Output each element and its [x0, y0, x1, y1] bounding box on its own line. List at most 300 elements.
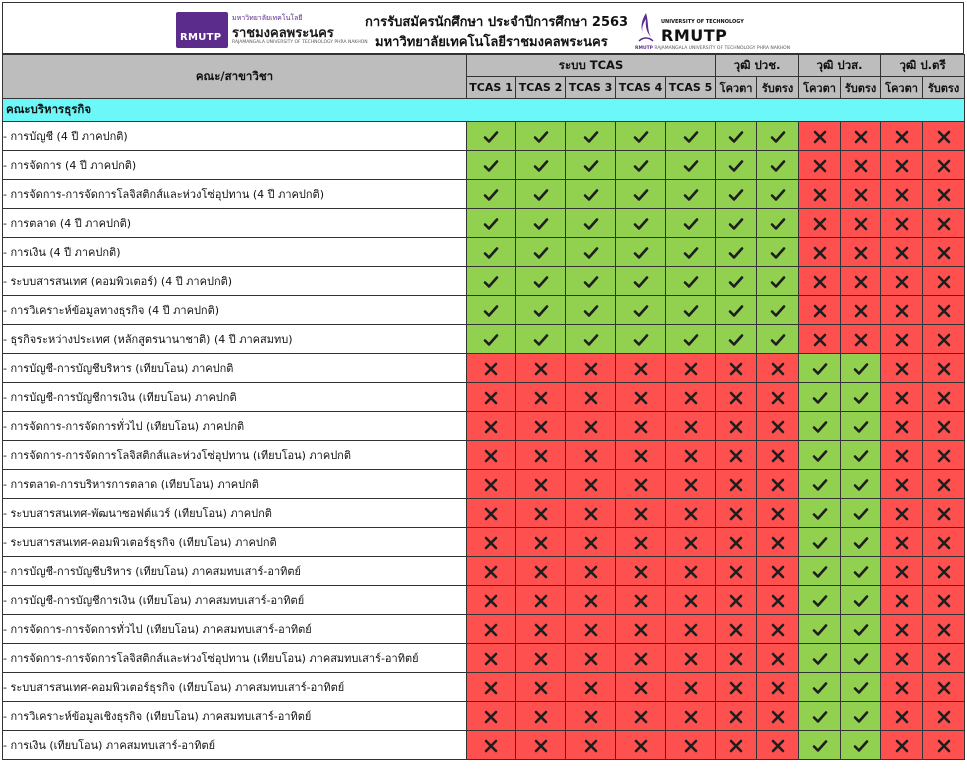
program-name: - การบัญชี-การบัญชีบริหาร (เทียบโอน) ภาคสมทบเสาร์-อาทิตย์	[3, 557, 467, 586]
check-icon	[841, 499, 881, 528]
cross-icon	[923, 151, 965, 180]
cross-icon	[881, 731, 923, 760]
cross-icon	[566, 673, 616, 702]
check-icon	[666, 267, 716, 296]
cross-icon	[516, 470, 566, 499]
cross-icon	[881, 673, 923, 702]
check-icon	[666, 122, 716, 151]
check-icon	[716, 325, 757, 354]
logo-university-label: UNIVERSITY OF TECHNOLOGY	[661, 19, 744, 25]
check-icon	[716, 209, 757, 238]
cross-icon	[566, 441, 616, 470]
cross-icon	[516, 528, 566, 557]
cross-icon	[666, 702, 716, 731]
check-icon	[799, 586, 841, 615]
header-banner	[2, 2, 964, 54]
check-icon	[716, 238, 757, 267]
table-row	[3, 528, 965, 557]
rmutp-logo-right	[635, 9, 835, 51]
check-icon	[516, 122, 566, 151]
check-icon	[616, 151, 666, 180]
table-row	[3, 296, 965, 325]
group-header-tcas: ระบบ TCAS	[467, 55, 716, 77]
rmutp-logo-left	[176, 12, 368, 48]
cross-icon	[467, 499, 516, 528]
cross-icon	[566, 499, 616, 528]
table-row	[3, 557, 965, 586]
program-name: - การบัญชี-การบัญชีบริหาร (เทียบโอน) ภาคปกติ	[3, 354, 467, 383]
rmutp-badge: RMUTP	[176, 12, 228, 48]
check-icon	[516, 209, 566, 238]
check-icon	[666, 238, 716, 267]
check-icon	[799, 499, 841, 528]
check-icon	[757, 267, 799, 296]
cross-icon	[666, 383, 716, 412]
flame-logo-icon	[635, 11, 657, 45]
table-row	[3, 441, 965, 470]
table-row	[3, 209, 965, 238]
cross-icon	[923, 731, 965, 760]
cross-icon	[616, 354, 666, 383]
cross-icon	[467, 470, 516, 499]
cross-icon	[566, 470, 616, 499]
cross-icon	[757, 702, 799, 731]
cross-icon	[757, 441, 799, 470]
cross-icon	[516, 586, 566, 615]
cross-icon	[881, 354, 923, 383]
check-icon	[616, 122, 666, 151]
check-icon	[799, 702, 841, 731]
check-icon	[566, 180, 616, 209]
cross-icon	[841, 180, 881, 209]
cross-icon	[881, 470, 923, 499]
cross-icon	[467, 615, 516, 644]
cross-icon	[881, 441, 923, 470]
cross-icon	[841, 238, 881, 267]
cross-icon	[467, 586, 516, 615]
check-icon	[516, 151, 566, 180]
cross-icon	[757, 354, 799, 383]
cross-icon	[566, 586, 616, 615]
cross-icon	[516, 499, 566, 528]
cross-icon	[923, 499, 965, 528]
cross-icon	[616, 470, 666, 499]
table-row	[3, 412, 965, 441]
check-icon	[467, 238, 516, 267]
cross-icon	[881, 122, 923, 151]
cross-icon	[923, 209, 965, 238]
check-icon	[516, 267, 566, 296]
table-row	[3, 615, 965, 644]
cross-icon	[516, 383, 566, 412]
cross-icon	[566, 412, 616, 441]
cross-icon	[923, 441, 965, 470]
program-name: - การจัดการ-การจัดการโลจิสติกส์และห่วงโซ่อุปทาน (4 ปี ภาคปกติ)	[3, 180, 467, 209]
subcol-header: TCAS 5	[666, 77, 716, 99]
cross-icon	[616, 412, 666, 441]
check-icon	[841, 354, 881, 383]
check-icon	[841, 586, 881, 615]
table-row	[3, 586, 965, 615]
check-icon	[616, 180, 666, 209]
check-icon	[666, 151, 716, 180]
cross-icon	[616, 557, 666, 586]
subcol-header: TCAS 1	[467, 77, 516, 99]
cross-icon	[666, 499, 716, 528]
program-name: - การตลาด (4 ปี ภาคปกติ)	[3, 209, 467, 238]
check-icon	[516, 180, 566, 209]
check-icon	[841, 731, 881, 760]
cross-icon	[467, 644, 516, 673]
admission-table	[2, 54, 965, 760]
table-row	[3, 325, 965, 354]
program-name: - การวิเคราะห์ข้อมูลเชิงธุรกิจ (เทียบโอน) ภาคสมทบเสาร์-อาทิตย์	[3, 702, 467, 731]
check-icon	[841, 528, 881, 557]
cross-icon	[841, 151, 881, 180]
cross-icon	[516, 354, 566, 383]
subcol-header: โควตา	[716, 77, 757, 99]
cross-icon	[616, 702, 666, 731]
cross-icon	[516, 412, 566, 441]
subcol-header: รับตรง	[923, 77, 965, 99]
cross-icon	[716, 557, 757, 586]
check-icon	[716, 180, 757, 209]
cross-icon	[841, 267, 881, 296]
check-icon	[467, 209, 516, 238]
cross-icon	[757, 383, 799, 412]
cross-icon	[923, 412, 965, 441]
cross-icon	[516, 673, 566, 702]
cross-icon	[716, 615, 757, 644]
cross-icon	[757, 731, 799, 760]
group-header-bachelor: วุฒิ ป.ตรี	[881, 55, 965, 77]
cross-icon	[516, 702, 566, 731]
check-icon	[616, 238, 666, 267]
program-name: - การเงิน (เทียบโอน) ภาคสมทบเสาร์-อาทิตย์	[3, 731, 467, 760]
cross-icon	[666, 412, 716, 441]
check-icon	[516, 296, 566, 325]
cross-icon	[566, 528, 616, 557]
table-row	[3, 151, 965, 180]
cross-icon	[881, 557, 923, 586]
table-row	[3, 180, 965, 209]
check-icon	[841, 615, 881, 644]
cross-icon	[841, 209, 881, 238]
check-icon	[799, 528, 841, 557]
cross-icon	[467, 528, 516, 557]
check-icon	[841, 383, 881, 412]
check-icon	[666, 180, 716, 209]
check-icon	[566, 151, 616, 180]
table-row	[3, 673, 965, 702]
check-icon	[799, 731, 841, 760]
check-icon	[516, 325, 566, 354]
check-icon	[616, 325, 666, 354]
cross-icon	[881, 412, 923, 441]
check-icon	[467, 325, 516, 354]
check-icon	[467, 296, 516, 325]
check-icon	[566, 325, 616, 354]
cross-icon	[566, 615, 616, 644]
program-name: - ระบบสารสนเทศ (คอมพิวเตอร์) (4 ปี ภาคปกติ)	[3, 267, 467, 296]
cross-icon	[799, 151, 841, 180]
check-icon	[757, 238, 799, 267]
cross-icon	[716, 354, 757, 383]
program-name: - ระบบสารสนเทศ-คอมพิวเตอร์ธุรกิจ (เทียบโอน) ภาคสมทบเสาร์-อาทิตย์	[3, 673, 467, 702]
check-icon	[566, 238, 616, 267]
check-icon	[467, 122, 516, 151]
cross-icon	[616, 586, 666, 615]
cross-icon	[666, 644, 716, 673]
cross-icon	[566, 702, 616, 731]
cross-icon	[616, 673, 666, 702]
cross-icon	[716, 383, 757, 412]
cross-icon	[923, 238, 965, 267]
program-name: - การจัดการ (4 ปี ภาคปกติ)	[3, 151, 467, 180]
cross-icon	[467, 383, 516, 412]
check-icon	[716, 151, 757, 180]
cross-icon	[757, 586, 799, 615]
cross-icon	[467, 441, 516, 470]
program-name: - การบัญชี (4 ปี ภาคปกติ)	[3, 122, 467, 151]
cross-icon	[467, 731, 516, 760]
cross-icon	[616, 499, 666, 528]
cross-icon	[923, 557, 965, 586]
cross-icon	[881, 151, 923, 180]
cross-icon	[666, 441, 716, 470]
cross-icon	[467, 557, 516, 586]
cross-icon	[716, 673, 757, 702]
check-icon	[616, 267, 666, 296]
cross-icon	[666, 673, 716, 702]
cross-icon	[923, 122, 965, 151]
program-column-header: คณะ/สาขาวิชา	[3, 55, 467, 99]
cross-icon	[881, 209, 923, 238]
cross-icon	[799, 267, 841, 296]
cross-icon	[616, 615, 666, 644]
table-row	[3, 731, 965, 760]
cross-icon	[881, 180, 923, 209]
check-icon	[841, 673, 881, 702]
cross-icon	[467, 354, 516, 383]
cross-icon	[716, 702, 757, 731]
cross-icon	[516, 644, 566, 673]
check-icon	[616, 209, 666, 238]
cross-icon	[881, 528, 923, 557]
cross-icon	[716, 528, 757, 557]
cross-icon	[666, 528, 716, 557]
check-icon	[757, 325, 799, 354]
table-row	[3, 383, 965, 412]
cross-icon	[923, 383, 965, 412]
check-icon	[757, 151, 799, 180]
check-icon	[516, 238, 566, 267]
program-name: - การเงิน (4 ปี ภาคปกติ)	[3, 238, 467, 267]
check-icon	[757, 209, 799, 238]
check-icon	[666, 325, 716, 354]
cross-icon	[566, 731, 616, 760]
cross-icon	[566, 383, 616, 412]
cross-icon	[666, 615, 716, 644]
table-row	[3, 122, 965, 151]
cross-icon	[881, 499, 923, 528]
cross-icon	[666, 354, 716, 383]
program-name: - ธุรกิจระหว่างประเทศ (หลักสูตรนานาชาติ) (4 ปี ภาคสมทบ)	[3, 325, 467, 354]
cross-icon	[516, 731, 566, 760]
logo-small-text: มหาวิทยาลัยเทคโนโลยี	[232, 14, 303, 22]
table-row	[3, 702, 965, 731]
cross-icon	[923, 325, 965, 354]
cross-icon	[881, 325, 923, 354]
cross-icon	[923, 470, 965, 499]
cross-icon	[516, 557, 566, 586]
subcol-header: รับตรง	[841, 77, 881, 99]
check-icon	[799, 383, 841, 412]
table-row	[3, 499, 965, 528]
cross-icon	[757, 644, 799, 673]
cross-icon	[841, 122, 881, 151]
cross-icon	[716, 586, 757, 615]
cross-icon	[566, 557, 616, 586]
subcol-header: TCAS 4	[616, 77, 666, 99]
cross-icon	[923, 296, 965, 325]
cross-icon	[467, 673, 516, 702]
program-name: - การวิเคราะห์ข้อมูลทางธุรกิจ (4 ปี ภาคปกติ)	[3, 296, 467, 325]
cross-icon	[467, 412, 516, 441]
check-icon	[566, 209, 616, 238]
cross-icon	[616, 383, 666, 412]
cross-icon	[716, 644, 757, 673]
cross-icon	[799, 180, 841, 209]
table-row	[3, 644, 965, 673]
program-name: - การจัดการ-การจัดการโลจิสติกส์และห่วงโซ่อุปทาน (เทียบโอน) ภาคสมทบเสาร์-อาทิตย์	[3, 644, 467, 673]
table-row	[3, 470, 965, 499]
cross-icon	[923, 673, 965, 702]
check-icon	[799, 354, 841, 383]
table-row	[3, 267, 965, 296]
cross-icon	[757, 412, 799, 441]
cross-icon	[757, 470, 799, 499]
cross-icon	[616, 441, 666, 470]
cross-icon	[616, 528, 666, 557]
cross-icon	[923, 528, 965, 557]
cross-icon	[923, 586, 965, 615]
cross-icon	[566, 354, 616, 383]
cross-icon	[799, 238, 841, 267]
check-icon	[616, 296, 666, 325]
program-name: - การตลาด-การบริหารการตลาด (เทียบโอน) ภาคปกติ	[3, 470, 467, 499]
table-row	[3, 238, 965, 267]
cross-icon	[467, 702, 516, 731]
cross-icon	[799, 122, 841, 151]
check-icon	[799, 673, 841, 702]
cross-icon	[757, 528, 799, 557]
check-icon	[841, 702, 881, 731]
cross-icon	[666, 586, 716, 615]
check-icon	[757, 180, 799, 209]
check-icon	[716, 122, 757, 151]
check-icon	[841, 412, 881, 441]
cross-icon	[881, 586, 923, 615]
cross-icon	[566, 644, 616, 673]
cross-icon	[799, 296, 841, 325]
check-icon	[757, 122, 799, 151]
cross-icon	[923, 267, 965, 296]
check-icon	[716, 296, 757, 325]
check-icon	[841, 470, 881, 499]
cross-icon	[923, 354, 965, 383]
check-icon	[841, 644, 881, 673]
cross-icon	[841, 325, 881, 354]
check-icon	[841, 441, 881, 470]
cross-icon	[666, 470, 716, 499]
cross-icon	[881, 383, 923, 412]
logo-university-name: ราชมงคลพระนคร	[232, 26, 334, 41]
program-name: - การจัดการ-การจัดการทั่วไป (เทียบโอน) ภาคปกติ	[3, 412, 467, 441]
group-header-high-vocational: วุฒิ ปวส.	[799, 55, 881, 77]
cross-icon	[881, 702, 923, 731]
program-name: - ระบบสารสนเทศ-คอมพิวเตอร์ธุรกิจ (เทียบโอน) ภาคปกติ	[3, 528, 467, 557]
cross-icon	[616, 731, 666, 760]
subcol-header: โควตา	[881, 77, 923, 99]
cross-icon	[923, 702, 965, 731]
cross-icon	[799, 209, 841, 238]
check-icon	[799, 557, 841, 586]
cross-icon	[757, 673, 799, 702]
cross-icon	[666, 557, 716, 586]
cross-icon	[716, 470, 757, 499]
check-icon	[757, 296, 799, 325]
logo-tagline: RAJAMANGALA UNIVERSITY OF TECHNOLOGY PHRA NAKHON	[232, 40, 368, 45]
cross-icon	[923, 180, 965, 209]
check-icon	[716, 267, 757, 296]
check-icon	[799, 441, 841, 470]
subcol-header: โควตา	[799, 77, 841, 99]
cross-icon	[881, 238, 923, 267]
check-icon	[666, 296, 716, 325]
cross-icon	[881, 644, 923, 673]
cross-icon	[881, 615, 923, 644]
check-icon	[566, 296, 616, 325]
page-subtitle: มหาวิทยาลัยเทคโนโลยีราชมงคลพระนคร	[375, 35, 608, 50]
check-icon	[566, 122, 616, 151]
check-icon	[666, 209, 716, 238]
cross-icon	[757, 499, 799, 528]
cross-icon	[799, 325, 841, 354]
cross-icon	[616, 644, 666, 673]
program-name: - การจัดการ-การจัดการโลจิสติกส์และห่วงโซ่อุปทาน (เทียบโอน) ภาคปกติ	[3, 441, 467, 470]
cross-icon	[716, 441, 757, 470]
subcol-header: TCAS 3	[566, 77, 616, 99]
faculty-heading: คณะบริหารธุรกิจ	[3, 99, 965, 122]
check-icon	[799, 470, 841, 499]
page-title: การรับสมัครนักศึกษา ประจำปีการศึกษา 2563	[365, 15, 629, 30]
check-icon	[841, 557, 881, 586]
cross-icon	[923, 615, 965, 644]
program-name: - ระบบสารสนเทศ-พัฒนาซอฟต์แวร์ (เทียบโอน) ภาคปกติ	[3, 499, 467, 528]
table-row	[3, 354, 965, 383]
cross-icon	[666, 731, 716, 760]
cross-icon	[881, 267, 923, 296]
cross-icon	[516, 441, 566, 470]
check-icon	[467, 180, 516, 209]
cross-icon	[716, 499, 757, 528]
cross-icon	[757, 615, 799, 644]
check-icon	[566, 267, 616, 296]
logo-right-tagline: RMUTP RAJAMANGALA UNIVERSITY OF TECHNOLOGY PHRA NAKHON	[635, 46, 791, 51]
check-icon	[467, 151, 516, 180]
group-header-vocational: วุฒิ ปวช.	[716, 55, 799, 77]
